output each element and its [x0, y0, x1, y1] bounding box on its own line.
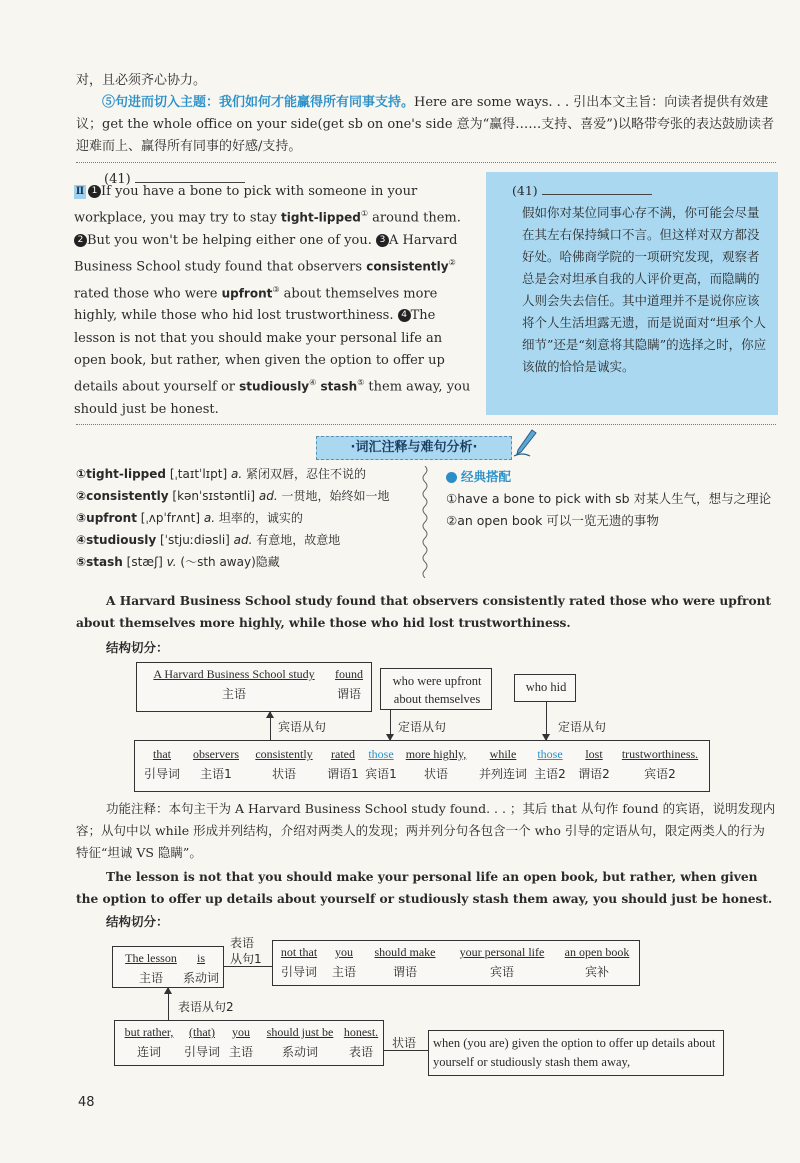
difficult-sentence-1: A Harvard Business School study found that observers consistently rated those who were upfront about themselves more highly, while those who hid lost trustworthiness. — [76, 594, 772, 630]
intro-block — [76, 70, 776, 158]
main-clause-box-2: The lesson 主语 is 系动词 — [112, 946, 224, 988]
arrow — [270, 712, 271, 740]
function-note: 功能注释：本句主干为 A Harvard Business School study found. . . ；其后 that 从句作 found 的宾语，说明发现内容；从句中以 while 形成并列结构，介绍对两类人的发现；两并列分句各包含一个 who 引导的定语从句，限定两类人的行为特征“坦诚 VS 隐瞒”。 — [76, 801, 776, 860]
intro-line1: 对，且必须齐心协力。 — [76, 73, 207, 88]
vocab-list — [76, 463, 416, 573]
sentence-number: 3 — [376, 234, 389, 247]
divider — [76, 424, 776, 425]
arrow — [390, 710, 391, 740]
vocab-item: ⑤stash [stæʃ] v. (～sth away)隐藏 — [76, 555, 280, 569]
object-clause-box: that 引导词 observers 主语1 consistently 状语 rated 谓语1 those 宾语1 more highly, 状语 while 并列连词 those 主语2 lost 谓语2 trustworthiness. 宾语2 — [134, 740, 710, 792]
sentence-number: 1 — [88, 185, 101, 198]
clause-label: 定语从句 — [558, 720, 607, 734]
relative-clause-box-1: who were upfront about themselves — [380, 668, 492, 710]
intro-rest: Here are some ways. . . 引出本文主旨：向读者提供有效建议；get the whole office on your side(get sb on one's side 意为“赢得……支持、喜爱”)以略带夸张的表达鼓励读者迎难而上、赢得所有同事的好感/支持。 — [76, 95, 775, 154]
connector — [224, 966, 272, 967]
vocab-item: ②consistently [kənˈsɪstəntli] ad. 一贯地，始终如一地 — [76, 489, 390, 503]
clause-label: 从句1 — [230, 952, 262, 966]
relative-clause-box-2: who hid — [514, 674, 576, 702]
squiggle-divider — [420, 466, 430, 578]
difficult-sentence-2: The lesson is not that you should make your personal life an open book, but rather, when given the option to offer up details about yourself or studiously stash them away, you should just be honest. — [76, 870, 773, 906]
question-number: (41) — [104, 172, 245, 187]
translation-box — [486, 172, 778, 415]
clause-label: 表语从句2 — [178, 1000, 234, 1014]
main-clause-box: A Harvard Business School study 主语 found 谓语 — [136, 662, 372, 712]
arrow — [546, 702, 547, 740]
vocab-item: ④studiously [ˈstjuːdiəsli] ad. 有意地，故意地 — [76, 533, 341, 547]
phrase-item: ②an open book 可以一览无遗的事物 — [446, 513, 659, 528]
connector — [384, 1050, 428, 1051]
arrow — [168, 988, 169, 1020]
sentence-number: 4 — [398, 309, 411, 322]
phrase-item: ①have a bone to pick with sb 对某人生气，想与之理论 — [446, 491, 772, 506]
clause-label: 宾语从句 — [278, 720, 327, 734]
structure-label: 结构切分： — [106, 914, 169, 929]
passage-paragraph: Ⅱ 1 If you have a bone to pick with someone in your workplace, you may try to stay tight-lipped① around them. 2 But you won't be helping either one of you. 3 A Harvard Business School study found that observers consistently② rated those who were upfront③ about themselves more highly, while those who hid lost trustworthiness. 4 The lesson is not that you should make your personal life an open book, but rather, when given the option to offer up details about yourself or studiously④ stash⑤ them away, you should just be honest. — [74, 184, 471, 417]
pen-icon — [512, 428, 538, 458]
phrases-block — [446, 466, 776, 532]
vocab-item: ①tight-lipped [ˌtaɪtˈlɪpt] a. 紧闭双唇，忍住不说的 — [76, 467, 366, 481]
clause-label: 状语 — [392, 1036, 417, 1050]
predicative-clause-box-2: but rather, 连词 (that) 引导词 you 主语 should just be 系动词 honest. 表语 — [114, 1020, 384, 1066]
translation-text: 假如你对某位同事心存不满，你可能会尽量在其左右保持缄口不言。但这样对双方都没好处。哈佛商学院的一项研究发现，观察者总是会对坦承自我的人评价更高，而隐瞒的人则会失去信任。其中道理并不是说你应该将个人生活坦露无遗，而是说面对“坦承个人细节”还是“刻意将其隐瞒”的选择之时，你应该做的恰恰是诚实。 — [522, 205, 767, 374]
vocab-item: ③upfront [ˌʌpˈfrʌnt] a. 坦率的，诚实的 — [76, 511, 303, 525]
clause-label: 定语从句 — [398, 720, 447, 734]
clause-label: 表语 — [230, 936, 255, 950]
page-number: 48 — [78, 1095, 95, 1110]
section-banner: ·词汇注释与难句分析· — [316, 436, 512, 460]
translation-number: (41) — [512, 183, 538, 198]
adverbial-clause-box: when (you are) given the option to offer up details about yourself or studiously stash them away, — [428, 1030, 724, 1076]
phrases-title: 经典搭配 — [461, 469, 512, 484]
predicative-clause-box-1: not that 引导词 you 主语 should make 谓语 your personal life 宾语 an open book 宾补 — [272, 940, 640, 986]
intro-highlight: ⑤句进而切入主题：我们如何才能赢得所有同事支持。 — [102, 95, 415, 110]
bullet-icon — [446, 472, 457, 483]
sentence-number: 2 — [74, 234, 87, 247]
structure-label: 结构切分： — [106, 640, 169, 655]
divider — [76, 162, 776, 163]
paragraph-mark: Ⅱ — [75, 185, 85, 197]
